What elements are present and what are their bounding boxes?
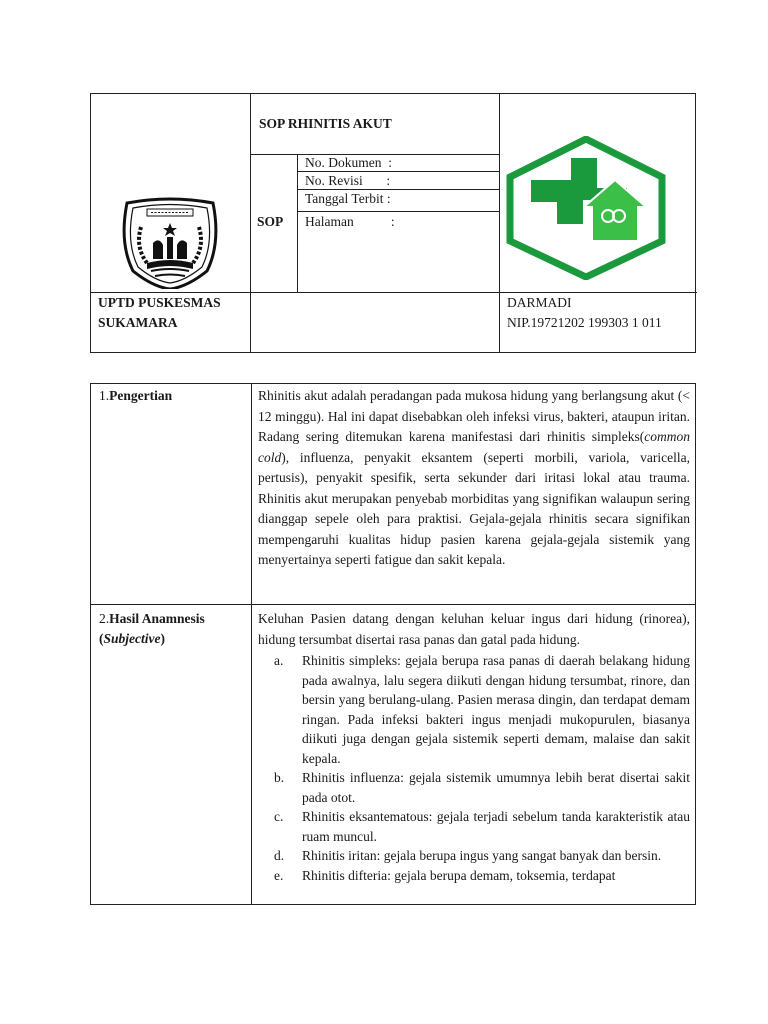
page-field: Halaman :	[305, 214, 395, 229]
sop-label: SOP	[257, 214, 284, 229]
issue-date-field: Tanggal Terbit :	[305, 191, 391, 206]
signer-name: DARMADI	[507, 295, 572, 310]
section-anamnesis-label: 2.Hasil Anamnesis	[99, 611, 205, 626]
header-divider	[91, 292, 697, 293]
list-item: c. Rhinitis eksantematous: gejala terjadi sebelum tanda karakteristik atau ruam muncul.	[274, 809, 690, 844]
anamnesis-list	[274, 651, 690, 885]
list-item: a. Rhinitis simpleks: gejala berupa rasa panas di daerah belakang hidung pada awalnya, lalu segera diikuti dengan hidung tersumbat, rinore, dan bersin yang berulang-ulang. Pasien merasa dingin, dan terdapat demam ringan. Pada infeksi bakteri ingus menjadi mukopurulen, biasanya diikuti juga dengan gejala sistemik seperti demam, malaise dan sakit kepala.	[274, 653, 690, 766]
list-item: d. Rhinitis iritan: gejala berupa ingus yang sangat banyak dan bersin.	[274, 848, 662, 863]
content-column	[251, 384, 696, 904]
signer-nip: NIP.19721202 199303 1 011	[507, 315, 662, 330]
organization-line-1: UPTD PUSKESMAS	[98, 295, 221, 310]
header-divider	[499, 94, 500, 352]
revision-field: No. Revisi :	[305, 173, 391, 188]
content-table	[90, 383, 696, 905]
organization-line-2: SUKAMARA	[98, 315, 178, 330]
list-item: e. Rhinitis difteria: gejala berupa demam, toksemia, terdapat	[274, 867, 616, 883]
puskesmas-logo	[505, 136, 667, 280]
section-pengertian-label: 1.Pengertian	[99, 388, 173, 403]
section-anamnesis-sublabel: (Subjective)	[99, 631, 165, 646]
header-divider	[297, 154, 298, 292]
list-item: b. Rhinitis influenza: gejala sistemik umumnya lebih berat disertai sakit pada otot.	[274, 770, 690, 805]
header-divider	[250, 94, 251, 352]
regional-emblem-logo	[117, 197, 223, 289]
header-divider	[297, 211, 499, 212]
anamnesis-intro: Keluhan Pasien datang dengan keluhan keluar ingus dari hidung (rinorea), hidung tersumbat disertai rasa panas dan gatal pada hidung.	[258, 611, 690, 647]
pengertian-text: Rhinitis akut adalah peradangan pada mukosa hidung yang berlangsung akut (< 12 minggu). Hal ini dapat disebabkan oleh infeksi virus, bakteri, ataupun iritan. Radang sering ditemukan karena manifestasi dari rhinitis simpleks(common cold), influenza, penyakit eksantem (seperti morbili, variola, varicella, pertusis), penyakit spesifik, serta sekunder dari iritasi lokal atau trauma. Rhinitis akut merupakan penyebab morbiditas yang signifikan walaupun sering dianggap sepele oleh para praktisi. Gejala-gejala rhinitis secara signifikan mempengaruhi kualitas hidup pasien karena gejala-gejala sistemik yang menyertainya seperti fatigue dan sakit kepala.	[258, 388, 690, 567]
document-title: SOP RHINITIS AKUT	[259, 116, 392, 131]
doc-number-field: No. Dokumen :	[305, 155, 392, 170]
header-table	[90, 93, 696, 353]
label-column	[91, 384, 251, 904]
